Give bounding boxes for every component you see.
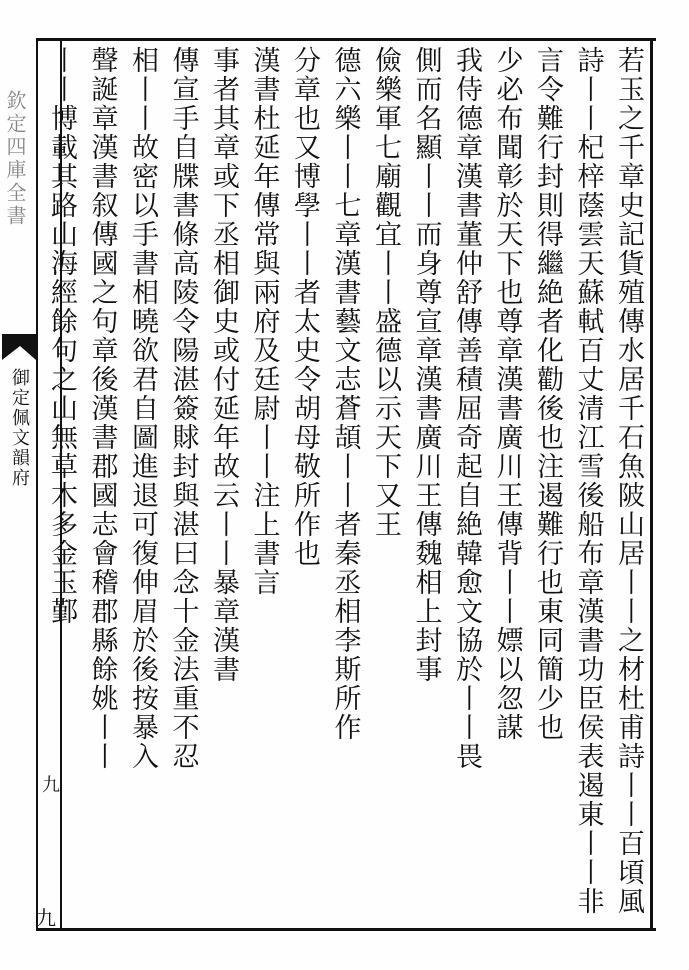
volume-title: 欽定四庫全書 (3, 90, 27, 228)
text-column: 丨丨博載其路山海經餘句之山無草木多金玉鄞 (46, 46, 77, 626)
text-column: 漢書杜延年傳常與兩府及廷尉丨丨注上書言 (248, 46, 280, 597)
text-column: 事者其章或下丞相御史或付延年故云丨丨暴章漢書 (208, 46, 239, 684)
text-column: 聲誕章漢書叙傳國之句章後漢書郡國志會稽郡縣餘姚丨丨 (86, 46, 118, 771)
text-column: 分章也又博學丨丨者太史令胡母敬所作也 (289, 46, 320, 568)
frame-bottom-border (36, 928, 656, 931)
text-column: 詩丨丨杞梓蔭雲天蘇軾百丈清江雪後船布章漢書功臣侯表遏東丨丨非 (572, 46, 604, 916)
page-margin-strip (0, 38, 36, 931)
corner-page-number: 九 (36, 906, 56, 930)
text-column: 若玉之千章史記貨殖傳水居千石魚陂山居丨丨之材杜甫詩丨丨百頃風 (613, 46, 644, 916)
text-column: 言令難行封則得繼絶者化勸後也注遏難行也東同簡少也 (532, 46, 563, 742)
margin-page-number: 九 (39, 775, 60, 793)
text-column: 側而名顯丨丨而身尊宣章漢書廣川王傳魏相上封事 (410, 46, 442, 684)
text-column: 少必布聞彰於天下也尊章漢書廣川王傳背丨丨嫖以忽謀 (491, 46, 523, 742)
fish-tail-mark-icon (2, 334, 36, 360)
frame-right-border (650, 38, 653, 931)
text-column: 傳宣手自牒書條高陵令陽湛簽賕封與湛曰念十金法重不忍 (167, 46, 199, 771)
text-column: 德六樂丨丨七章漢書藝文志蒼頡丨丨者秦丞相李斯所作 (329, 46, 361, 742)
frame-top-border (36, 38, 656, 41)
frame-left-border (36, 38, 38, 931)
text-column: 相丨丨故密以手書相曉欲君自圖進退可復伸眉於後按暴入 (127, 46, 158, 771)
text-column: 儉樂軍七廟觀宜丨丨盛德以示天下又王 (370, 46, 401, 539)
text-column: 我侍德章漢書董仲舒傳善積屈奇起自絶韓愈文協於丨丨畏 (451, 46, 482, 771)
book-title: 御定佩文韻府 (9, 368, 30, 488)
